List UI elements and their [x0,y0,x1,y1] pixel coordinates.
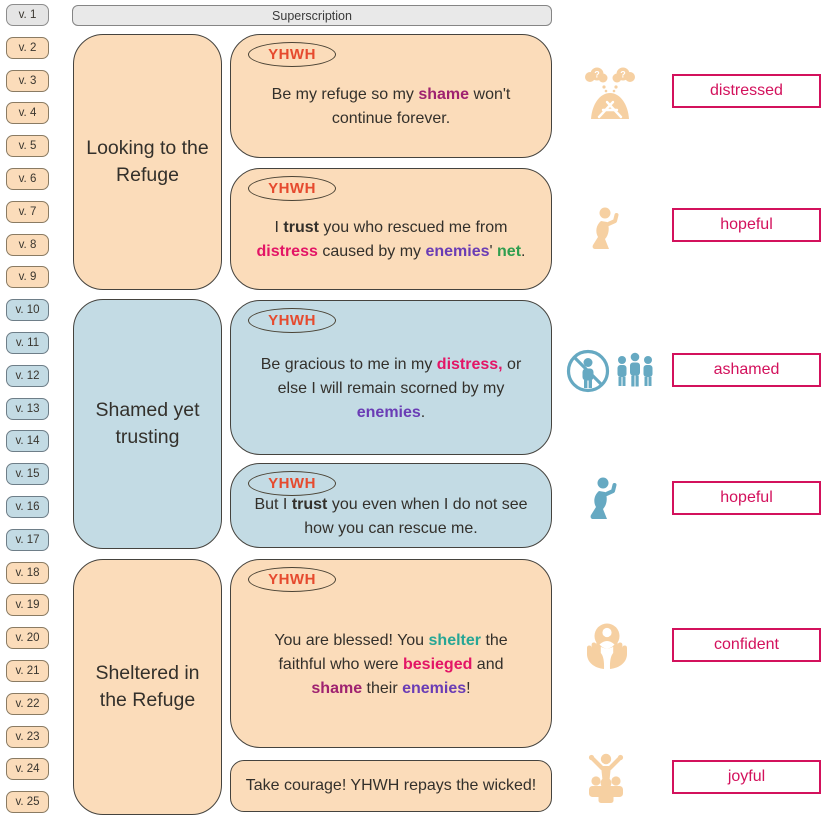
kneeling-prayer-icon [582,204,630,252]
verse-chip-5: v. 5 [6,135,49,157]
text-segment: and [472,655,504,673]
text-segment: Looking to the [86,136,209,159]
text-segment: you who rescued me from [318,219,508,236]
text-segment: ! [466,679,471,697]
keyword-teal: shelter [428,631,481,649]
verse-chip-1: v. 1 [6,4,49,26]
keyword-purple: enemies [356,403,421,421]
verse-chip-22: v. 22 [6,693,49,715]
text-segment: the [481,631,508,649]
speech-bubble-6 [230,760,552,812]
text-segment: the Refuge [99,689,196,711]
section-shamed-yet-trusting [73,299,222,549]
text-segment: Sheltered in [95,661,200,684]
kneeling-prayer-icon [580,474,628,522]
section-title [78,135,217,190]
emotion-label-hopeful-1: hopeful [672,208,821,242]
verse-chip-21: v. 21 [6,660,49,682]
text-segment: trusting [115,426,180,448]
verse-chip-12: v. 12 [6,365,49,387]
yhwh-tag: YHWH [248,176,336,201]
yhwh-tag: YHWH [248,308,336,333]
excluded-person-icon [565,348,611,394]
text-segment: faithful who were [278,655,403,673]
text-segment: caused by my [317,243,426,260]
section-title [87,660,207,715]
yhwh-tag: YHWH [248,42,336,67]
verse-chip-11: v. 11 [6,332,49,354]
text-segment: Be my refuge so my [271,86,419,103]
verse-chip-7: v. 7 [6,201,49,223]
bubble-text-inner [243,353,539,425]
emotion-label-joyful: joyful [672,760,821,794]
verse-chip-13: v. 13 [6,398,49,420]
emotion-label-confident: confident [672,628,821,662]
text-segment: You are blessed! You [274,631,429,649]
superscription-bar: Superscription [72,5,552,26]
speech-bubble-1 [230,34,552,158]
section-sheltered-in-the-refuge [73,559,222,815]
emotion-label-ashamed: ashamed [672,353,821,387]
verse-chip-2: v. 2 [6,37,49,59]
text-segment: you even when I do not see [327,495,528,513]
verse-chip-10: v. 10 [6,299,49,321]
keyword-green: net [497,243,522,260]
text-segment: Refuge [116,164,179,186]
verse-chip-18: v. 18 [6,562,49,584]
text-segment: Be gracious to me in my [260,355,437,373]
speech-bubble-3 [230,300,552,455]
speech-bubble-5 [230,559,552,748]
yhwh-tag: YHWH [248,567,336,592]
text-segment: Take courage! YHWH repays the wicked! [245,777,537,794]
bubble-text [231,761,551,811]
verse-chip-16: v. 16 [6,496,49,518]
verse-chip-17: v. 17 [6,529,49,551]
speech-bubble-4 [230,463,552,548]
keyword-purple: enemies [425,243,490,260]
emotion-label-distressed: distressed [672,74,821,108]
keyword-pink: besieged [403,655,473,673]
verse-chip-25: v. 25 [6,791,49,813]
verse-chip-4: v. 4 [6,102,49,124]
keyword-magenta: shame [311,679,363,697]
verse-chip-14: v. 14 [6,430,49,452]
verse-chip-8: v. 8 [6,234,49,256]
hands-holding-person-icon [577,617,637,677]
crowd-icon [612,348,658,394]
head-in-hands-icon [578,66,642,130]
text-segment: won't [469,86,511,103]
text-segment: . [521,243,526,260]
keyword-bold: trust [283,219,319,236]
bubble-text-inner [243,83,539,131]
verse-chip-20: v. 20 [6,627,49,649]
text-segment: else I will remain scorned by my [277,379,505,397]
text-segment: . [420,403,426,421]
keyword-bold: trust [291,495,328,513]
text-segment: or [502,355,522,373]
bubble-text-inner [243,629,539,701]
bubble-text-inner [243,216,539,264]
text-segment: I [274,219,284,236]
keyword-pink: distress [256,243,318,260]
svg-text:?: ? [620,69,626,80]
emotion-label-hopeful-2: hopeful [672,481,821,515]
verse-chip-23: v. 23 [6,726,49,748]
keyword-pink: distress, [436,355,503,373]
keyword-purple: enemies [402,679,467,697]
verse-chip-24: v. 24 [6,758,49,780]
text-segment: ' [489,243,498,260]
text-segment: continue forever. [331,110,451,127]
text-segment: how you can rescue me. [304,519,478,537]
verse-chip-9: v. 9 [6,266,49,288]
verse-chip-19: v. 19 [6,594,49,616]
svg-text:?: ? [594,69,600,80]
yhwh-tag: YHWH [248,471,336,496]
section-looking-to-the-refuge [73,34,222,290]
text-segment: their [362,679,403,697]
text-segment: Shamed yet [95,398,200,421]
bubble-text-inner [243,493,539,541]
text-segment: But I [254,495,292,513]
verse-chip-3: v. 3 [6,70,49,92]
bubble-text-inner [241,774,541,798]
rejoicing-group-icon [578,750,634,806]
keyword-magenta: shame [418,86,470,103]
verse-chip-6: v. 6 [6,168,49,190]
speech-bubble-2 [230,168,552,290]
verse-chip-15: v. 15 [6,463,49,485]
section-title [87,397,207,452]
